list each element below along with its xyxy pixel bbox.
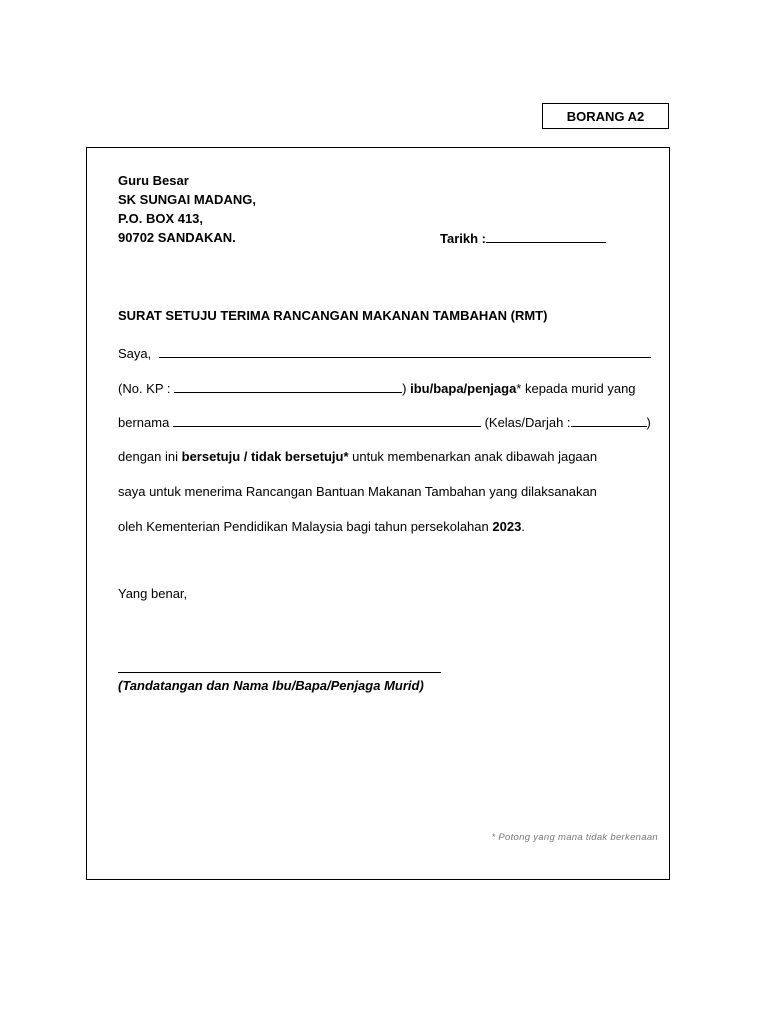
agree-option-text: bersetuju / tidak bersetuju* bbox=[181, 449, 349, 464]
body-line-7-text: oleh Kementerian Pendidikan Malaysia bagi tahun persekolahan bbox=[118, 519, 489, 534]
no-kp-line bbox=[118, 380, 636, 397]
consent-line bbox=[118, 449, 597, 465]
body-line-6: saya untuk menerima Rancangan Bantuan Makanan Tambahan yang dilaksanakan bbox=[118, 484, 597, 499]
signature-input-line[interactable] bbox=[118, 672, 441, 673]
school-year: 2023 bbox=[492, 519, 522, 534]
bernama-label: bernama bbox=[118, 415, 170, 430]
bernama-line bbox=[118, 414, 651, 431]
letter-title: SURAT SETUJU TERIMA RANCANGAN MAKANAN TAMBAHAN (RMT) bbox=[118, 308, 548, 323]
date-input-line[interactable] bbox=[486, 230, 606, 243]
body-line-7 bbox=[118, 519, 525, 535]
address-line-2: SK SUNGAI MADANG, bbox=[118, 192, 256, 207]
address-line-1: Guru Besar bbox=[118, 173, 189, 188]
kelas-label: (Kelas/Darjah : bbox=[484, 415, 571, 430]
address-line-3: P.O. BOX 413, bbox=[118, 211, 204, 226]
guardian-rest: * kepada murid yang bbox=[516, 381, 636, 396]
kelas-close: ) bbox=[646, 415, 651, 430]
guardian-text: ibu/bapa/penjaga bbox=[410, 381, 517, 396]
sentence-period: . bbox=[521, 519, 525, 534]
dengan-ini-text: dengan ini bbox=[118, 449, 178, 464]
form-code: BORANG A2 bbox=[566, 108, 645, 124]
kelas-input-line[interactable] bbox=[571, 414, 647, 427]
saya-line bbox=[118, 345, 651, 362]
signature-caption: (Tandatangan dan Nama Ibu/Bapa/Penjaga Murid) bbox=[118, 678, 424, 693]
closing-text: Yang benar, bbox=[118, 586, 188, 601]
agree-rest-text: untuk membenarkan anak dibawah jagaan bbox=[352, 449, 598, 464]
no-kp-close: ) bbox=[402, 381, 407, 396]
name-input-line[interactable] bbox=[159, 345, 651, 358]
address-line-4: 90702 SANDAKAN. bbox=[118, 230, 236, 245]
date-label: Tarikh : bbox=[440, 231, 486, 246]
footnote: * Potong yang mana tidak berkenaan bbox=[491, 832, 658, 843]
date-field bbox=[440, 230, 606, 247]
no-kp-input-line[interactable] bbox=[174, 380, 402, 393]
saya-label: Saya, bbox=[118, 346, 152, 361]
no-kp-label: (No. KP : bbox=[118, 381, 171, 396]
letter-frame bbox=[86, 147, 670, 880]
student-name-input-line[interactable] bbox=[173, 414, 481, 427]
form-code-box bbox=[542, 103, 669, 129]
